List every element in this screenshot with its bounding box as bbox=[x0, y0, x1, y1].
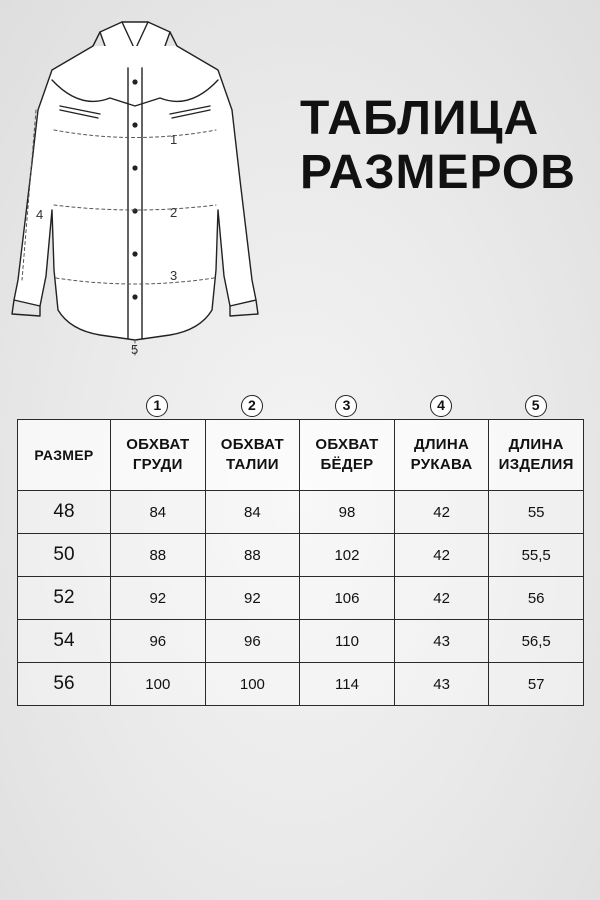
table-cell: 100 bbox=[205, 663, 300, 706]
header-text: ОБХВАТ bbox=[315, 436, 379, 453]
shirt-sketch-icon bbox=[0, 10, 270, 370]
header-size bbox=[18, 420, 111, 491]
table-cell: 88 bbox=[205, 534, 300, 577]
header-text: ДЛИНА bbox=[508, 436, 564, 453]
header-text: ОБХВАТ bbox=[220, 436, 284, 453]
measure-label-1: 1 bbox=[170, 132, 178, 147]
table-cell: 50 bbox=[18, 534, 111, 577]
column-number-5 bbox=[488, 393, 583, 419]
table-cell: 84 bbox=[111, 491, 206, 534]
column-number-1 bbox=[110, 393, 205, 419]
column-number-4 bbox=[394, 393, 489, 419]
table-cell: 106 bbox=[300, 577, 395, 620]
header-sleeve-length bbox=[394, 420, 489, 491]
header-text: ГРУДИ bbox=[132, 456, 183, 473]
table-cell: 48 bbox=[18, 491, 111, 534]
page-title bbox=[300, 92, 576, 200]
column-number-3 bbox=[299, 393, 394, 419]
table-row bbox=[18, 577, 584, 620]
column-number-badge: 1 bbox=[146, 395, 168, 417]
table-cell: 56 bbox=[18, 663, 111, 706]
column-number-badge: 5 bbox=[525, 395, 547, 417]
header-text: ИЗДЕЛИЯ bbox=[498, 456, 574, 473]
table-cell: 88 bbox=[111, 534, 206, 577]
table-cell: 84 bbox=[205, 491, 300, 534]
table-row bbox=[18, 491, 584, 534]
table-cell: 42 bbox=[394, 534, 489, 577]
table-cell: 42 bbox=[394, 491, 489, 534]
title-line-2: РАЗМЕРОВ bbox=[300, 146, 576, 199]
table-cell: 96 bbox=[111, 620, 206, 663]
table-cell: 54 bbox=[18, 620, 111, 663]
shirt-illustration bbox=[0, 10, 270, 370]
header-text: РАЗМЕР bbox=[34, 447, 94, 463]
header-garment-length bbox=[489, 420, 584, 491]
column-number-badge: 2 bbox=[241, 395, 263, 417]
table-cell: 98 bbox=[300, 491, 395, 534]
table-row bbox=[18, 663, 584, 706]
table-cell: 43 bbox=[394, 663, 489, 706]
header-hips bbox=[300, 420, 395, 491]
table-cell: 55 bbox=[489, 491, 584, 534]
table-cell: 100 bbox=[111, 663, 206, 706]
header-waist bbox=[205, 420, 300, 491]
table-header-row bbox=[18, 420, 584, 491]
header-text: ОБХВАТ bbox=[126, 436, 190, 453]
measure-label-5: 5 bbox=[131, 342, 139, 357]
header-text: БЁДЕР bbox=[320, 456, 374, 473]
measure-label-3: 3 bbox=[170, 268, 178, 283]
title-line-1: ТАБЛИЦА bbox=[300, 92, 540, 145]
size-table bbox=[17, 419, 584, 706]
table-cell: 92 bbox=[111, 577, 206, 620]
column-number-badge: 4 bbox=[430, 395, 452, 417]
header-text: РУКАВА bbox=[410, 456, 473, 473]
header-text: ТАЛИИ bbox=[225, 456, 279, 473]
header-text: ДЛИНА bbox=[413, 436, 470, 453]
size-table-container bbox=[17, 393, 583, 706]
table-cell: 110 bbox=[300, 620, 395, 663]
table-cell: 102 bbox=[300, 534, 395, 577]
column-number-2 bbox=[205, 393, 300, 419]
column-number-badge: 3 bbox=[335, 395, 357, 417]
table-cell: 42 bbox=[394, 577, 489, 620]
table-cell: 96 bbox=[205, 620, 300, 663]
table-cell: 56,5 bbox=[489, 620, 584, 663]
table-cell: 55,5 bbox=[489, 534, 584, 577]
measure-label-4: 4 bbox=[36, 207, 44, 222]
table-cell: 43 bbox=[394, 620, 489, 663]
table-row bbox=[18, 620, 584, 663]
header-chest bbox=[111, 420, 206, 491]
table-cell: 92 bbox=[205, 577, 300, 620]
measure-label-2: 2 bbox=[170, 205, 178, 220]
table-cell: 52 bbox=[18, 577, 111, 620]
table-row bbox=[18, 534, 584, 577]
table-cell: 56 bbox=[489, 577, 584, 620]
column-number-row bbox=[110, 393, 583, 419]
table-cell: 114 bbox=[300, 663, 395, 706]
table-cell: 57 bbox=[489, 663, 584, 706]
